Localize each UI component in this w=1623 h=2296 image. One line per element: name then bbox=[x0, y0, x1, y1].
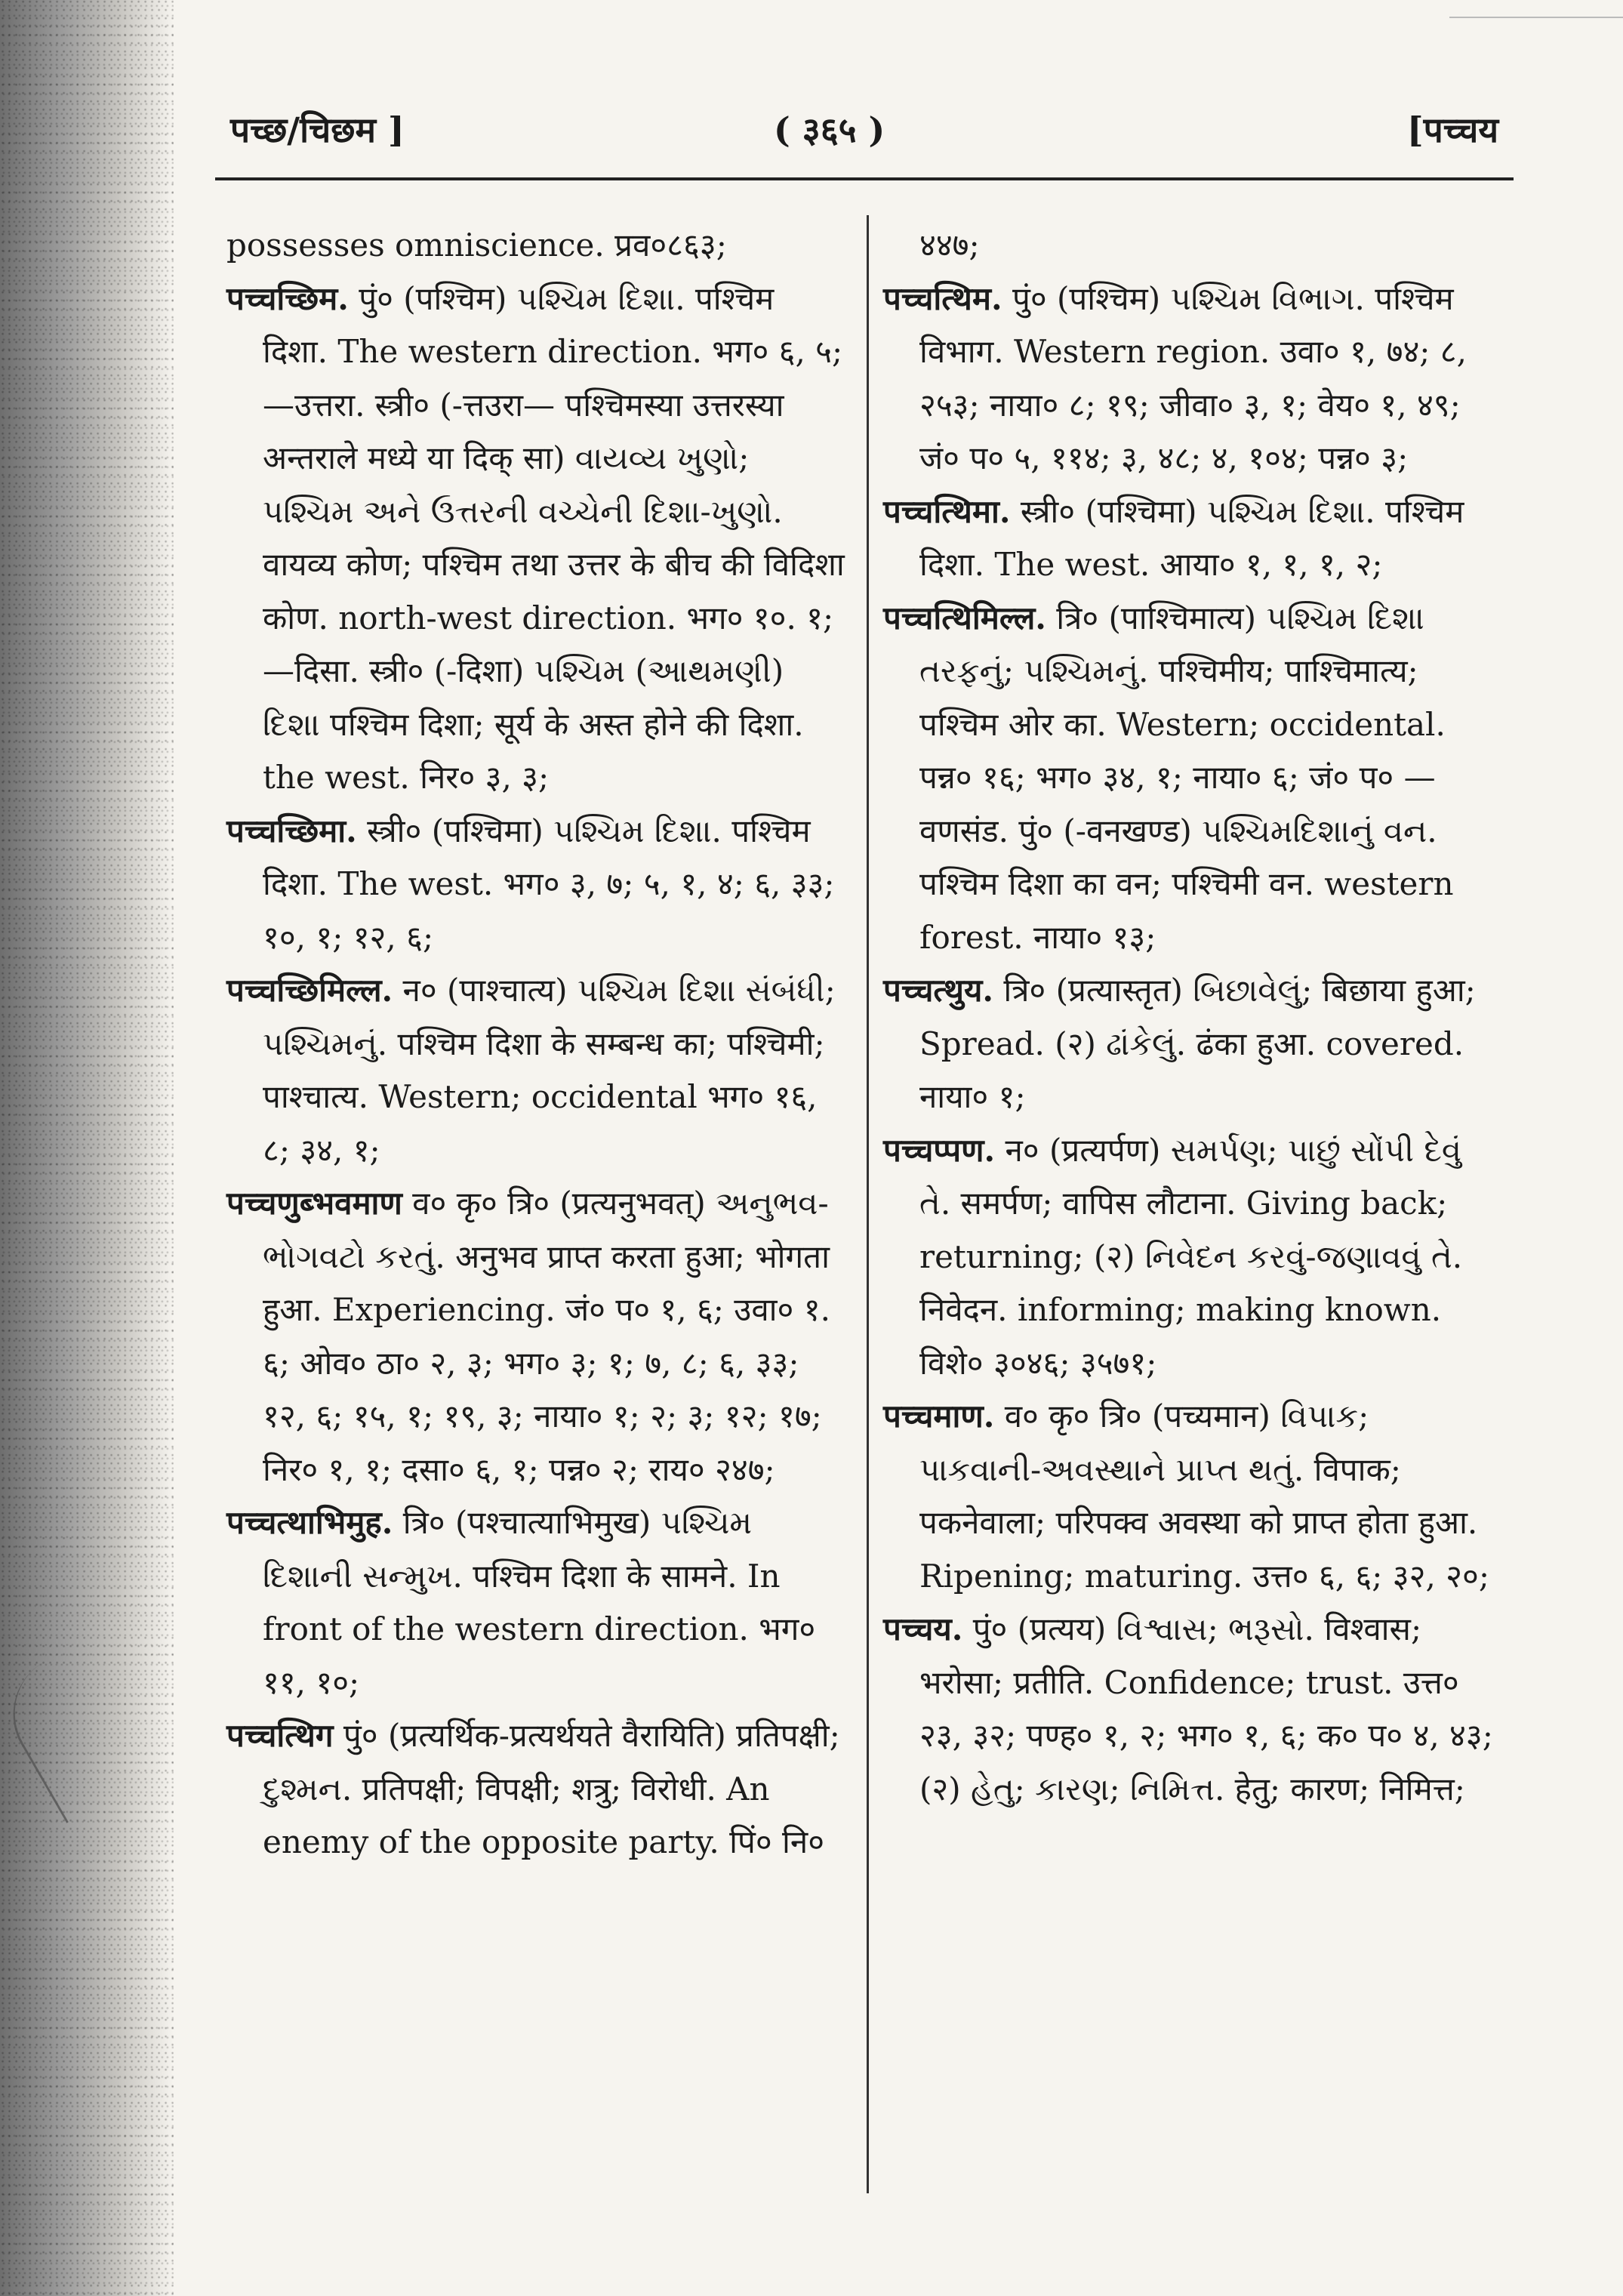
entry-headword: पच्चत्थिम. bbox=[883, 279, 1002, 317]
dictionary-entry bbox=[226, 805, 845, 965]
dictionary-entry bbox=[226, 964, 845, 1177]
dictionary-entry bbox=[883, 964, 1498, 1124]
entry-definition: पुं० (पश्चिम) પશ્ચિમ દિશા. पश्चिम दिशा. The western direction. भग० ६, ५; —उत्तरा. स्त्री० (-त्तउरा— पश्चिमस्या उत्तरस्या अन्तराले मध्ये या दिक् सा) વાયવ્ય ખુણો; પશ્ચિમ અને ઉત્તરની વચ્ચેની દિશા-ખુણો. वायव्य कोण; पश्चिम तथा उत्तर के बीच की विदिशा कोण. north-west direction. भग० १०. १; —दिसा. स्त्री० (-दिशा) પશ્ચિમ (આથમણી) દિશા पश्चिम दिशा; सूर्य के अस्त होने की दिशा. the west. निर० ३, ३; bbox=[263, 279, 845, 796]
entry-headword: पच्चच्छिमा. bbox=[226, 812, 357, 849]
entry-definition: ४४७; bbox=[919, 227, 980, 264]
entry-headword: पच्चत्थुय. bbox=[883, 972, 993, 1009]
top-right-scan-line bbox=[1449, 17, 1623, 18]
dictionary-entry bbox=[226, 1496, 845, 1709]
dictionary-entry bbox=[226, 1177, 845, 1496]
entry-headword: पच्चय. bbox=[883, 1610, 963, 1647]
dictionary-entry bbox=[883, 1390, 1498, 1603]
entry-headword: पच्चप्पण. bbox=[883, 1131, 996, 1169]
entry-definition: व० कृ० त्रि० (पच्यमान) વિપાક; પાકવાની-અવસ્થાને પ્રાપ્ત થતું. विपाक; पकनेवाला; परिपक्व अवस्था को प्राप्त होता हुआ. Ripening; maturing. उत्त० ६, ६; ३२, २०; bbox=[919, 1398, 1489, 1595]
entry-headword: पच्चमाण. bbox=[883, 1398, 995, 1435]
entry-headword: पच्चत्थिमिल्ल. bbox=[883, 599, 1046, 636]
dictionary-entry bbox=[226, 273, 845, 805]
entry-headword: पच्चच्छिमिल्ल. bbox=[226, 972, 393, 1009]
dictionary-entry bbox=[883, 273, 1498, 485]
header-left-guideword: पच्छ/चिछम ] bbox=[230, 109, 405, 150]
left-column bbox=[226, 219, 845, 1869]
entry-headword: पच्चत्थाभिमुह. bbox=[226, 1504, 393, 1541]
entry-definition: न० (पाश्चात्य) પશ્ચિમ દિશા સંબંધી; પશ્ચિમનું. पश्चिम दिशा के सम्बन्ध का; पश्चिमी; पाश्चात्य. Western; occidental भग० १६, ८; ३४, १; bbox=[263, 972, 836, 1169]
entry-definition: स्त्री० (पश्चिमा) પશ્ચિમ દિશા. पश्चिम दिशा. The west. भग० ३, ७; ५, १, ४; ६, ३३; १०, १; १२, ६; bbox=[263, 812, 835, 956]
header-rule bbox=[215, 177, 1514, 180]
dictionary-entry bbox=[883, 485, 1498, 592]
dictionary-entry bbox=[883, 1124, 1498, 1391]
dictionary-entry bbox=[226, 1709, 845, 1869]
page-number: ( ३६५ ) bbox=[774, 109, 885, 150]
entry-definition: पुं० (पश्चिम) પશ્ચિમ વિભાગ. पश्चिम विभाग. Western region. उवा० १, ७४; ८, २५३; नाया० ८; १९; जीवा० ३, १; वेय० १, ४९; जं० प० ५, ११४; ३, ४८; ४, १०४; पन्न० ३; bbox=[919, 279, 1467, 476]
right-column bbox=[883, 219, 1498, 1816]
page-header bbox=[215, 97, 1498, 165]
entry-definition: त्रि० (प्रत्यास्तृत) બિછાવેલું; बिछाया हुआ; Spread. (२) ઢાંકેલું. ढंका हुआ. covered. नाया० १; bbox=[919, 972, 1476, 1115]
entry-definition: त्रि० (पश्चात्याभिमुख) પશ્ચિમ દિશાની સન્મુખ. पश्चिम दिशा के सामने. In front of the western direction. भग० ११, १०; bbox=[263, 1504, 816, 1701]
entry-definition: पुं० (प्रत्यय) વિશ્વાસ; ભરૂસો. विश्वास; भरोसा; प्रतीति. Confidence; trust. उत्त० २३, ३२; पण्ह० १, २; भग० १, ६; क० प० ४, ४३; (२) હેતુ; કારણ; નિમિત્ત. हेतु; कारण; निमित्त; bbox=[919, 1610, 1493, 1808]
entry-definition: व० कृ० त्रि० (प्रत्यनुभवत्) અનુભવ-ભોગવટો કરતું. अनुभव प्राप्त करता हुआ; भोगता हुआ. Experiencing. जं० प० १, ६; उवा० १. ६; ओव० ठा० २, ३; भग० ३; १; ७, ८; ६, ३३; १२, ६; १५, १; १९, ३; नाया० १; २; ३; १२; १७; निर० १, १; दसा० ६, १; पन्न० २; राय० २४७; bbox=[263, 1185, 830, 1488]
header-right-guideword: [पच्चय bbox=[1406, 109, 1498, 150]
dictionary-entry bbox=[226, 219, 845, 273]
entry-definition: स्त्री० (पश्चिमा) પશ્ચિમ દિશા. पश्चिम दिशा. The west. आया० १, १, १, २; bbox=[919, 492, 1464, 583]
book-binding-shadow bbox=[0, 0, 174, 2296]
entry-headword: पच्चणुब्भवमाण bbox=[226, 1185, 402, 1222]
entry-headword: पच्चच्छिम. bbox=[226, 279, 349, 317]
entry-definition: पुं० (प्रत्यर्थिक-प्रत्यर्थयते वैरायिति) प्रतिपक्षी; દુશ્મન. प्रतिपक्षी; विपक्षी; शत्रु; विरोधी. An enemy of the opposite party. पिं० नि० bbox=[263, 1717, 840, 1860]
dictionary-entry bbox=[883, 592, 1498, 965]
entry-headword: पच्चत्थिग bbox=[226, 1717, 334, 1754]
dictionary-entry bbox=[883, 1603, 1498, 1816]
entry-definition: न० (प्रत्यर्पण) સમર્પણ; પાછું સોંપી દેવું તે. समर्पण; वापिस लौटाना. Giving back; returning; (२) નિવેદન કરવું-જણાવવું તે. निवेदन. informing; making known. विशे० ३०४६; ३५७१; bbox=[919, 1131, 1463, 1382]
entry-definition: त्रि० (पाश्चिमात्य) પશ્ચિમ દિશા તરફનું; પશ્ચિમનું. पश्चिमीय; पाश्चिमात्य; पश्चिम ओर का. Western; occidental. पन्न० १६; भग० ३४, १; नाया० ६; जं० प० —वणसंड. पुं० (-वनखण्ड) પશ્ચિમદિશાનું વન. पश्चिम दिशा का वन; पश्चिमी वन. western forest. नाया० १३; bbox=[919, 599, 1454, 956]
entry-definition: possesses omniscience. प्रव०८६३; bbox=[226, 227, 727, 264]
entry-headword: पच्चत्थिमा. bbox=[883, 492, 1011, 530]
column-divider bbox=[867, 215, 869, 2193]
dictionary-entry bbox=[883, 219, 1498, 273]
